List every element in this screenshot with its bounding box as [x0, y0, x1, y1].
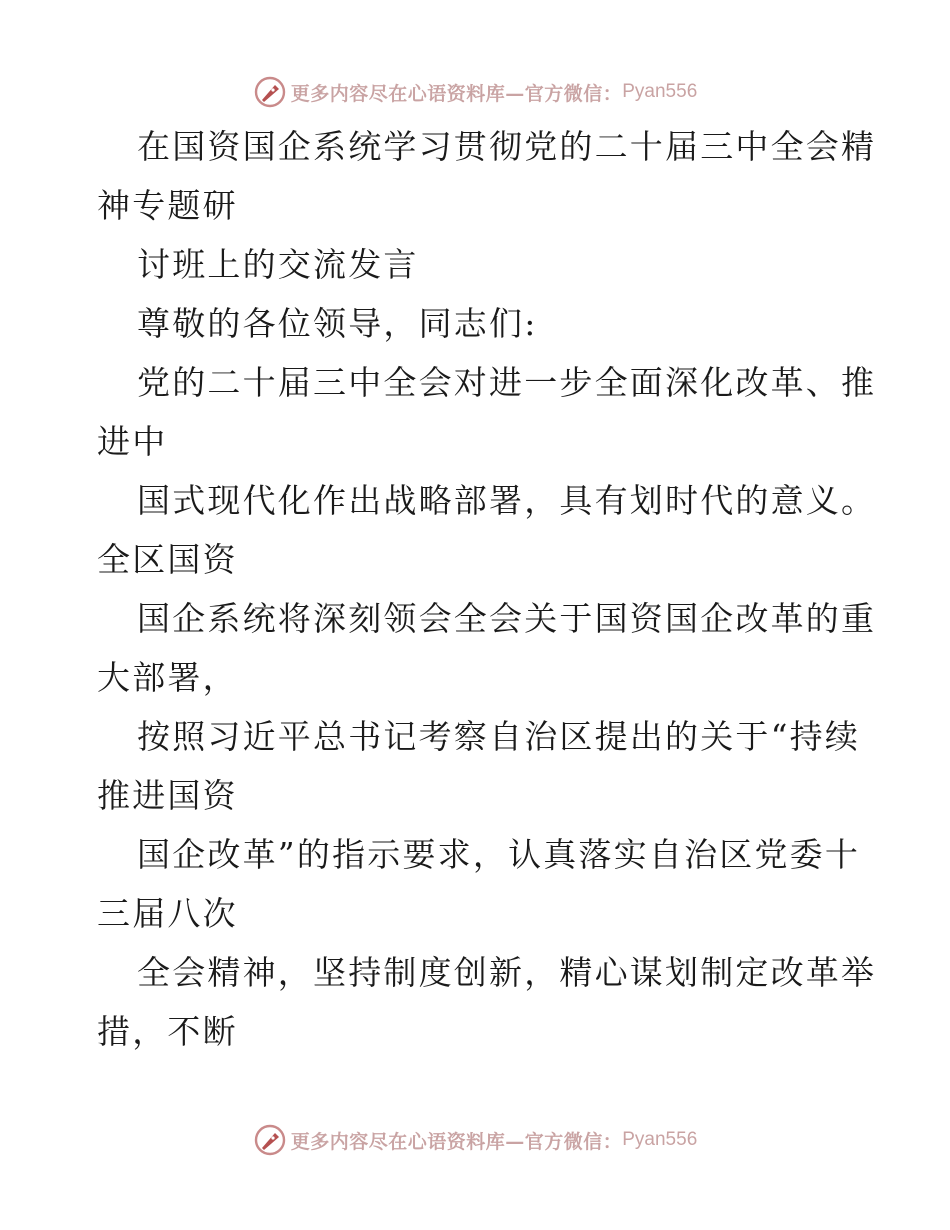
- body-line-2: 神专题研: [97, 186, 238, 225]
- body-line-10: 大部署，: [97, 658, 238, 697]
- body-line-6: 进中: [97, 422, 168, 461]
- body-line-14: 三届八次: [97, 894, 238, 933]
- body-line-16: 措，不断: [97, 1012, 238, 1051]
- wechat-id: Pyan556: [622, 81, 698, 102]
- body-line-3: 讨班上的交流发言: [137, 245, 419, 284]
- body-line-12: 推进国资: [97, 776, 238, 815]
- body-line-8: 全区国资: [97, 540, 238, 579]
- footer-watermark-banner: [0, 1120, 950, 1160]
- header-watermark-banner: [0, 72, 950, 112]
- body-line-4: 尊敬的各位领导，同志们:: [137, 304, 538, 343]
- body-line-9: 国企系统将深刻领会全会关于国资国企改革的重: [137, 599, 877, 638]
- document-body: [97, 117, 877, 1061]
- body-line-13: 国企改革”的指示要求，认真落实自治区党委十: [137, 835, 861, 874]
- body-line-5: 党的二十届三中全会对进一步全面深化改革、推: [137, 363, 877, 402]
- banner-text: 更多内容尽在心语资料库—官方微信：: [290, 82, 623, 105]
- wechat-id: Pyan556: [622, 1129, 698, 1150]
- body-line-11: 按照习近平总书记考察自治区提出的关于“持续: [137, 717, 861, 756]
- body-line-7: 国式现代化作出战略部署，具有划时代的意义。: [137, 481, 877, 520]
- pen-nib-logo-icon: [253, 1123, 287, 1157]
- body-line-1: 在国资国企系统学习贯彻党的二十届三中全会精: [137, 127, 877, 166]
- banner-text: 更多内容尽在心语资料库—官方微信：: [290, 1130, 623, 1153]
- body-line-15: 全会精神，坚持制度创新，精心谋划制定改革举: [137, 953, 877, 992]
- pen-nib-logo-icon: [253, 75, 287, 109]
